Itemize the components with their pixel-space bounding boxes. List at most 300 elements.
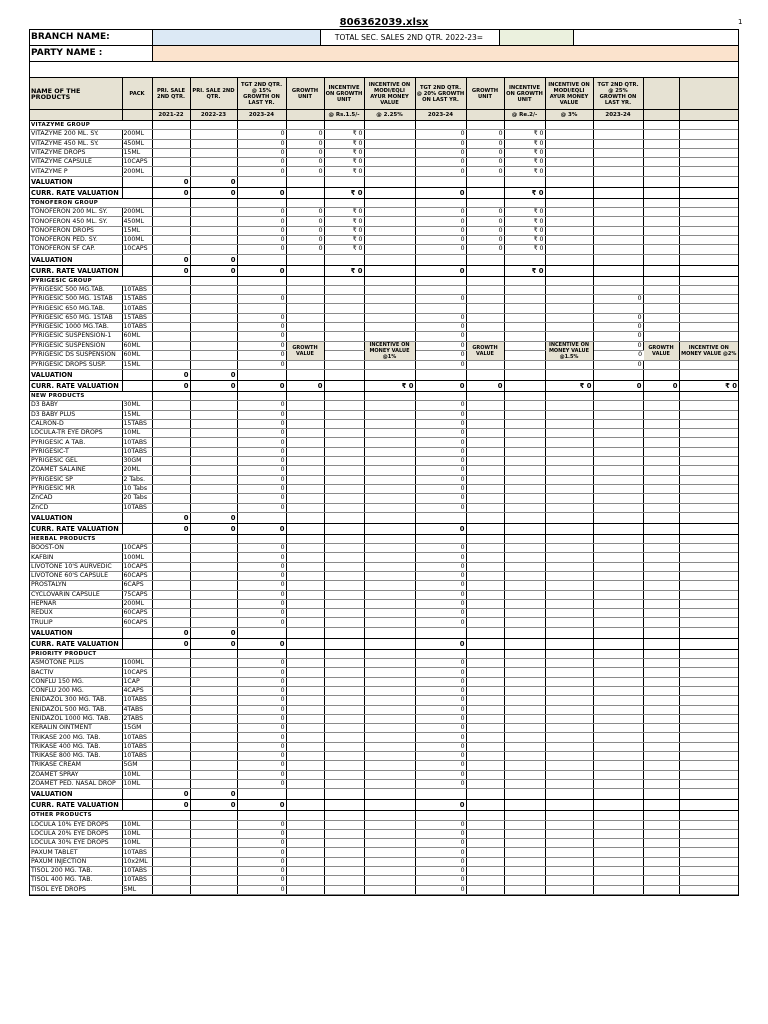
table-cell[interactable]	[545, 484, 593, 493]
table-cell[interactable]	[190, 885, 237, 894]
table-cell[interactable]	[466, 761, 504, 770]
table-cell[interactable]	[545, 581, 593, 590]
branch-input[interactable]	[152, 30, 321, 45]
table-cell[interactable]	[364, 447, 415, 456]
table-cell[interactable]	[364, 130, 415, 139]
table-cell[interactable]	[364, 742, 415, 751]
table-cell[interactable]	[643, 167, 679, 176]
table-cell[interactable]	[545, 235, 593, 244]
table-cell[interactable]: 0	[237, 724, 286, 733]
table-cell[interactable]	[466, 553, 504, 562]
table-cell[interactable]	[286, 198, 324, 207]
table-cell[interactable]: 0	[415, 581, 466, 590]
table-cell[interactable]	[593, 494, 643, 503]
table-cell[interactable]	[593, 208, 643, 217]
table-cell[interactable]	[190, 313, 237, 322]
table-cell[interactable]	[415, 304, 466, 313]
table-cell[interactable]: 0	[415, 139, 466, 148]
table-cell[interactable]	[545, 494, 593, 503]
table-cell[interactable]: 0	[237, 475, 286, 484]
table-cell[interactable]	[364, 659, 415, 668]
table-cell[interactable]	[190, 245, 237, 254]
table-cell[interactable]	[643, 503, 679, 512]
table-cell[interactable]	[593, 158, 643, 167]
table-cell[interactable]: 0	[415, 295, 466, 304]
table-cell[interactable]	[415, 276, 466, 285]
table-cell[interactable]	[679, 714, 738, 723]
table-cell[interactable]	[286, 544, 324, 553]
table-cell[interactable]	[152, 158, 190, 167]
table-cell[interactable]	[593, 438, 643, 447]
table-cell[interactable]: 0	[237, 139, 286, 148]
table-cell[interactable]	[152, 391, 190, 400]
table-cell[interactable]: 0	[593, 341, 643, 351]
table-cell[interactable]: 0	[593, 323, 643, 332]
table-cell[interactable]	[237, 304, 286, 313]
table-cell[interactable]: 0	[237, 167, 286, 176]
table-cell[interactable]	[504, 668, 545, 677]
table-cell[interactable]: 0	[237, 571, 286, 580]
total-sales-value[interactable]	[500, 30, 574, 45]
table-cell[interactable]	[286, 323, 324, 332]
table-cell[interactable]	[190, 466, 237, 475]
table-cell[interactable]	[237, 121, 286, 130]
table-cell[interactable]: 0	[237, 130, 286, 139]
table-cell[interactable]	[152, 742, 190, 751]
table-cell[interactable]	[593, 876, 643, 885]
table-cell[interactable]	[679, 599, 738, 608]
table-cell[interactable]	[679, 323, 738, 332]
party-input[interactable]	[152, 46, 738, 61]
table-cell[interactable]	[286, 285, 324, 294]
table-cell[interactable]	[466, 696, 504, 705]
table-cell[interactable]: 0	[466, 217, 504, 226]
table-cell[interactable]	[643, 696, 679, 705]
table-cell[interactable]	[593, 429, 643, 438]
table-cell[interactable]	[504, 360, 545, 369]
table-cell[interactable]	[364, 590, 415, 599]
table-cell[interactable]: 0	[237, 820, 286, 829]
table-cell[interactable]	[152, 761, 190, 770]
table-cell[interactable]: 0	[415, 167, 466, 176]
table-cell[interactable]	[152, 148, 190, 157]
table-cell[interactable]	[286, 618, 324, 627]
table-cell[interactable]	[286, 562, 324, 571]
table-cell[interactable]	[466, 313, 504, 322]
table-cell[interactable]	[324, 811, 364, 820]
table-cell[interactable]	[324, 742, 364, 751]
table-cell[interactable]	[504, 705, 545, 714]
table-cell[interactable]	[504, 457, 545, 466]
table-cell[interactable]: 0	[415, 590, 466, 599]
table-cell[interactable]	[364, 820, 415, 829]
table-cell[interactable]	[545, 885, 593, 894]
table-cell[interactable]	[466, 503, 504, 512]
table-cell[interactable]	[466, 829, 504, 838]
table-cell[interactable]: ₹ 0	[324, 217, 364, 226]
table-cell[interactable]	[679, 562, 738, 571]
table-cell[interactable]: 0	[237, 313, 286, 322]
table-cell[interactable]	[679, 235, 738, 244]
table-cell[interactable]	[466, 733, 504, 742]
table-cell[interactable]	[286, 553, 324, 562]
table-cell[interactable]	[593, 419, 643, 428]
table-cell[interactable]	[364, 410, 415, 419]
table-cell[interactable]	[504, 618, 545, 627]
table-cell[interactable]	[643, 544, 679, 553]
table-cell[interactable]	[643, 494, 679, 503]
table-cell[interactable]	[152, 313, 190, 322]
table-cell[interactable]	[593, 752, 643, 761]
table-cell[interactable]: ₹ 0	[324, 167, 364, 176]
table-cell[interactable]	[545, 360, 593, 369]
table-cell[interactable]	[593, 198, 643, 207]
table-cell[interactable]	[286, 724, 324, 733]
table-cell[interactable]	[466, 742, 504, 751]
table-cell[interactable]	[190, 848, 237, 857]
table-cell[interactable]	[415, 649, 466, 658]
table-cell[interactable]	[643, 245, 679, 254]
table-cell[interactable]	[324, 659, 364, 668]
table-cell[interactable]	[415, 121, 466, 130]
table-cell[interactable]	[504, 553, 545, 562]
table-cell[interactable]	[593, 590, 643, 599]
table-cell[interactable]: 0	[593, 332, 643, 341]
table-cell[interactable]	[593, 457, 643, 466]
table-cell[interactable]	[466, 590, 504, 599]
table-cell[interactable]: 0	[415, 885, 466, 894]
table-cell[interactable]	[504, 752, 545, 761]
table-cell[interactable]	[466, 705, 504, 714]
table-cell[interactable]	[364, 313, 415, 322]
table-cell[interactable]: 0	[466, 158, 504, 167]
table-cell[interactable]	[504, 867, 545, 876]
table-cell[interactable]	[504, 351, 545, 361]
table-cell[interactable]	[466, 571, 504, 580]
table-cell[interactable]	[679, 571, 738, 580]
table-cell[interactable]	[190, 761, 237, 770]
table-cell[interactable]	[466, 867, 504, 876]
table-cell[interactable]	[593, 705, 643, 714]
table-cell[interactable]	[504, 285, 545, 294]
table-cell[interactable]	[593, 148, 643, 157]
table-cell[interactable]	[152, 121, 190, 130]
table-cell[interactable]: 0	[415, 208, 466, 217]
table-cell[interactable]	[324, 419, 364, 428]
table-cell[interactable]	[593, 609, 643, 618]
table-cell[interactable]	[152, 724, 190, 733]
table-cell[interactable]	[190, 677, 237, 686]
table-cell[interactable]	[643, 811, 679, 820]
table-cell[interactable]	[679, 733, 738, 742]
table-cell[interactable]	[643, 235, 679, 244]
table-cell[interactable]	[324, 401, 364, 410]
table-cell[interactable]	[593, 167, 643, 176]
table-cell[interactable]	[593, 503, 643, 512]
table-cell[interactable]	[324, 571, 364, 580]
table-cell[interactable]	[152, 848, 190, 857]
table-cell[interactable]	[679, 304, 738, 313]
table-cell[interactable]	[504, 649, 545, 658]
table-cell[interactable]	[324, 313, 364, 322]
table-cell[interactable]: 0	[237, 829, 286, 838]
table-cell[interactable]	[593, 779, 643, 788]
table-cell[interactable]	[593, 857, 643, 866]
table-cell[interactable]	[324, 696, 364, 705]
table-cell[interactable]	[643, 599, 679, 608]
table-cell[interactable]	[643, 475, 679, 484]
table-cell[interactable]: 0	[237, 494, 286, 503]
table-cell[interactable]	[643, 553, 679, 562]
table-cell[interactable]	[152, 811, 190, 820]
table-cell[interactable]: 0	[415, 544, 466, 553]
table-cell[interactable]: 0	[286, 167, 324, 176]
table-cell[interactable]	[593, 829, 643, 838]
table-cell[interactable]	[593, 761, 643, 770]
table-cell[interactable]	[504, 770, 545, 779]
table-cell[interactable]	[190, 724, 237, 733]
table-cell[interactable]	[643, 447, 679, 456]
table-cell[interactable]: 0	[415, 668, 466, 677]
table-cell[interactable]	[324, 360, 364, 369]
table-cell[interactable]	[415, 198, 466, 207]
table-cell[interactable]	[679, 761, 738, 770]
table-cell[interactable]	[466, 198, 504, 207]
table-cell[interactable]: 0	[237, 158, 286, 167]
table-cell[interactable]: 0	[415, 609, 466, 618]
table-cell[interactable]	[643, 857, 679, 866]
table-cell[interactable]: 0	[237, 503, 286, 512]
table-cell[interactable]	[190, 752, 237, 761]
table-cell[interactable]	[324, 391, 364, 400]
table-cell[interactable]	[286, 313, 324, 322]
table-cell[interactable]	[643, 752, 679, 761]
table-cell[interactable]	[545, 226, 593, 235]
table-cell[interactable]: 0	[237, 245, 286, 254]
table-cell[interactable]	[324, 752, 364, 761]
table-cell[interactable]	[504, 313, 545, 322]
table-cell[interactable]	[593, 447, 643, 456]
table-cell[interactable]	[324, 332, 364, 341]
table-cell[interactable]	[593, 724, 643, 733]
table-cell[interactable]	[593, 686, 643, 695]
table-cell[interactable]	[593, 235, 643, 244]
table-cell[interactable]	[152, 618, 190, 627]
table-cell[interactable]: 0	[415, 761, 466, 770]
table-cell[interactable]	[364, 857, 415, 866]
table-cell[interactable]: 0	[237, 599, 286, 608]
table-cell[interactable]	[364, 332, 415, 341]
table-cell[interactable]	[593, 867, 643, 876]
table-cell[interactable]	[152, 351, 190, 361]
table-cell[interactable]: 0	[415, 705, 466, 714]
table-cell[interactable]: 0	[415, 848, 466, 857]
table-cell[interactable]	[152, 649, 190, 658]
table-cell[interactable]	[504, 419, 545, 428]
table-cell[interactable]	[190, 391, 237, 400]
table-cell[interactable]	[679, 285, 738, 294]
table-cell[interactable]	[504, 857, 545, 866]
table-cell[interactable]	[286, 401, 324, 410]
table-cell[interactable]	[286, 494, 324, 503]
table-cell[interactable]: 0	[415, 829, 466, 838]
table-cell[interactable]: 0	[466, 208, 504, 217]
table-cell[interactable]: 0	[286, 208, 324, 217]
table-cell[interactable]	[190, 553, 237, 562]
table-cell[interactable]: ₹ 0	[504, 208, 545, 217]
table-cell[interactable]	[152, 429, 190, 438]
table-cell[interactable]	[237, 285, 286, 294]
table-cell[interactable]	[190, 857, 237, 866]
table-cell[interactable]: ₹ 0	[504, 217, 545, 226]
table-cell[interactable]	[504, 429, 545, 438]
table-cell[interactable]	[364, 217, 415, 226]
table-cell[interactable]: ₹ 0	[504, 167, 545, 176]
table-cell[interactable]	[504, 696, 545, 705]
table-cell[interactable]	[324, 705, 364, 714]
table-cell[interactable]: ₹ 0	[324, 130, 364, 139]
table-cell[interactable]	[152, 876, 190, 885]
table-cell[interactable]	[152, 885, 190, 894]
table-cell[interactable]	[286, 457, 324, 466]
table-cell[interactable]: 0	[237, 885, 286, 894]
table-cell[interactable]	[504, 323, 545, 332]
table-cell[interactable]	[286, 599, 324, 608]
table-cell[interactable]	[679, 649, 738, 658]
table-cell[interactable]: 0	[466, 139, 504, 148]
table-cell[interactable]	[504, 581, 545, 590]
table-cell[interactable]	[679, 217, 738, 226]
table-cell[interactable]: ₹ 0	[324, 158, 364, 167]
table-cell[interactable]	[466, 618, 504, 627]
table-cell[interactable]: 0	[415, 571, 466, 580]
table-cell[interactable]	[504, 466, 545, 475]
table-cell[interactable]	[190, 295, 237, 304]
table-cell[interactable]	[364, 121, 415, 130]
table-cell[interactable]	[152, 304, 190, 313]
table-cell[interactable]	[504, 724, 545, 733]
table-cell[interactable]	[286, 304, 324, 313]
table-cell[interactable]	[152, 295, 190, 304]
table-cell[interactable]	[190, 668, 237, 677]
table-cell[interactable]: 0	[415, 419, 466, 428]
table-cell[interactable]	[152, 686, 190, 695]
table-cell[interactable]	[364, 677, 415, 686]
table-cell[interactable]	[286, 820, 324, 829]
table-cell[interactable]	[190, 285, 237, 294]
table-cell[interactable]	[545, 447, 593, 456]
table-cell[interactable]	[152, 503, 190, 512]
table-cell[interactable]	[466, 752, 504, 761]
table-cell[interactable]	[190, 562, 237, 571]
table-cell[interactable]	[324, 534, 364, 543]
table-cell[interactable]: 0	[415, 447, 466, 456]
table-cell[interactable]	[190, 839, 237, 848]
table-cell[interactable]: ₹ 0	[324, 226, 364, 235]
table-cell[interactable]	[364, 885, 415, 894]
table-cell[interactable]	[643, 198, 679, 207]
table-cell[interactable]	[152, 484, 190, 493]
table-cell[interactable]	[364, 848, 415, 857]
table-cell[interactable]: 0	[237, 457, 286, 466]
table-cell[interactable]	[643, 724, 679, 733]
table-cell[interactable]	[152, 466, 190, 475]
table-cell[interactable]	[190, 742, 237, 751]
table-cell[interactable]	[679, 829, 738, 838]
table-cell[interactable]	[152, 571, 190, 580]
table-cell[interactable]: ₹ 0	[324, 148, 364, 157]
table-cell[interactable]	[545, 659, 593, 668]
table-cell[interactable]	[504, 332, 545, 341]
table-cell[interactable]	[593, 410, 643, 419]
table-cell[interactable]	[466, 599, 504, 608]
table-cell[interactable]: 0	[237, 761, 286, 770]
table-cell[interactable]	[286, 475, 324, 484]
table-cell[interactable]	[364, 686, 415, 695]
table-cell[interactable]: ₹ 0	[324, 208, 364, 217]
table-cell[interactable]	[324, 714, 364, 723]
table-cell[interactable]	[324, 438, 364, 447]
table-cell[interactable]	[152, 341, 190, 351]
table-cell[interactable]	[364, 235, 415, 244]
table-cell[interactable]	[364, 544, 415, 553]
table-cell[interactable]	[324, 677, 364, 686]
table-cell[interactable]	[679, 544, 738, 553]
table-cell[interactable]	[593, 553, 643, 562]
table-cell[interactable]	[679, 139, 738, 148]
table-cell[interactable]	[504, 484, 545, 493]
table-cell[interactable]	[364, 401, 415, 410]
table-cell[interactable]	[593, 217, 643, 226]
table-cell[interactable]	[324, 876, 364, 885]
table-cell[interactable]	[643, 466, 679, 475]
table-cell[interactable]: 0	[415, 313, 466, 322]
table-cell[interactable]	[152, 419, 190, 428]
table-cell[interactable]	[545, 668, 593, 677]
table-cell[interactable]: 0	[415, 599, 466, 608]
table-cell[interactable]	[679, 779, 738, 788]
table-cell[interactable]: 0	[415, 820, 466, 829]
table-cell[interactable]	[593, 677, 643, 686]
table-cell[interactable]: 0	[286, 148, 324, 157]
table-cell[interactable]	[364, 208, 415, 217]
table-cell[interactable]	[643, 391, 679, 400]
table-cell[interactable]	[593, 885, 643, 894]
table-cell[interactable]	[466, 419, 504, 428]
table-cell[interactable]	[679, 419, 738, 428]
table-cell[interactable]	[466, 649, 504, 658]
table-cell[interactable]: 0	[237, 752, 286, 761]
table-cell[interactable]	[364, 457, 415, 466]
table-cell[interactable]	[190, 811, 237, 820]
table-cell[interactable]	[545, 829, 593, 838]
table-cell[interactable]: 0	[237, 733, 286, 742]
table-cell[interactable]: 0	[237, 581, 286, 590]
table-cell[interactable]	[545, 779, 593, 788]
table-cell[interactable]	[364, 867, 415, 876]
table-cell[interactable]: 0	[415, 148, 466, 157]
table-cell[interactable]	[679, 226, 738, 235]
table-cell[interactable]	[190, 494, 237, 503]
table-cell[interactable]: 0	[237, 401, 286, 410]
table-cell[interactable]	[545, 295, 593, 304]
table-cell[interactable]	[152, 332, 190, 341]
table-cell[interactable]	[643, 714, 679, 723]
table-cell[interactable]	[504, 341, 545, 351]
table-cell[interactable]: 0	[415, 158, 466, 167]
table-cell[interactable]	[466, 438, 504, 447]
table-cell[interactable]	[643, 659, 679, 668]
